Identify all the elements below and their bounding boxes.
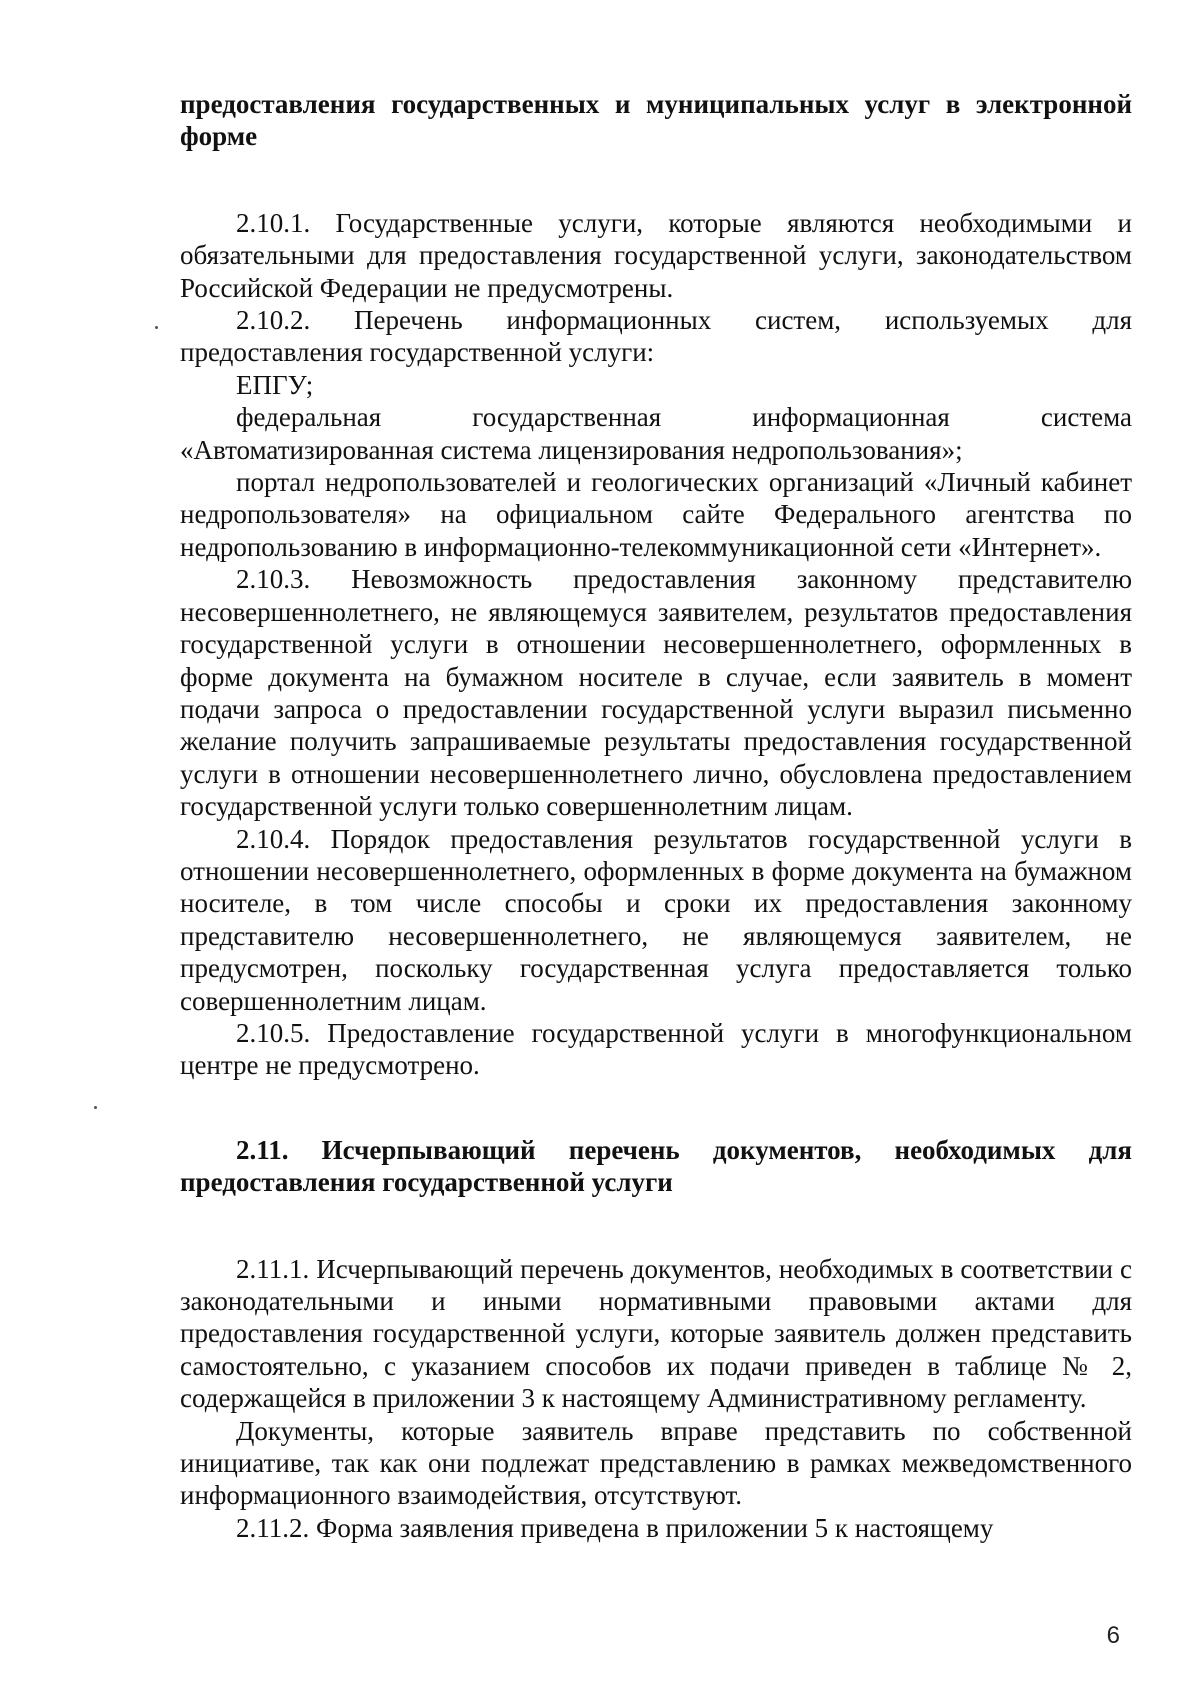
paragraph-2-10-4: 2.10.4. Порядок предоставления результатов государственной услуги в отношении несовершеннолетнего, оформленных в форме документа на бумажном носителе, в том числе способы и сроки их предоставления законному представителю несовершеннолетнего, не являющемуся заявителем, не предусмотрен, поскольку государственная услуга предоставляется только совершеннолетним лицам. <box>180 823 1132 1016</box>
paragraph-2-11-1: 2.11.1. Исчерпывающий перечень документов, необходимых в соответствии с законодательными и иными нормативными правовыми актами для предоставления государственной услуги, которые заявитель должен представить самостоятельно, с указанием способов их подачи приведен в таблице № 2, содержащейся в приложении 3 к настоящему Административному регламенту. <box>180 1253 1132 1414</box>
list-item-subsoil-portal: портал недропользователей и геологических организаций «Личный кабинет недропользователя» на официальном сайте Федерального агентства по недропользованию в информационно-телекоммуникационной сети «Интернет». <box>180 467 1132 562</box>
paragraph-2-10-2: 2.10.2. Перечень информационных систем, используемых для предоставления государственной услуги: <box>180 305 1132 368</box>
paragraph-2-10-3: 2.10.3. Невозможность предоставления законному представителю несовершеннолетнего, не являющемуся заявителем, результатов предоставления государственной услуги в отношении несовершеннолетнего, оформленных в форме документа на бумажном носителе в случае, если заявитель в момент подачи запроса о предоставлении государственной услуги выразил письменно желание получить запрашиваемые результаты предоставления государственной услуги в отношении несовершеннолетнего лично, обусловлена предоставлением государственной услуги только совершеннолетним лицам. <box>180 564 1132 822</box>
paragraph-optional-documents: Документы, которые заявитель вправе представить по собственной инициативе, так как они подлежат представлению в рамках межведомственного информационного взаимодействия, отсутствуют. <box>180 1415 1132 1511</box>
scan-speck <box>94 1106 97 1109</box>
list-item-epgu: ЕПГУ; <box>236 369 314 400</box>
list-item-federal-system: федеральная государственная информационная система «Автоматизированная система лицензирования недропользования»; <box>180 402 1132 465</box>
section-heading-2-11: 2.11. Исчерпывающий перечень документов, необходимых для предоставления государственной услуги <box>180 1134 1132 1198</box>
page-number: 6 <box>1106 1622 1120 1649</box>
paragraph-2-10-5: 2.10.5. Предоставление государственной услуги в многофункциональном центре не предусмотрено. <box>180 1017 1132 1081</box>
paragraph-2-10-1: 2.10.1. Государственные услуги, которые являются необходимыми и обязательными для предоставления государственной услуги, законодательством Российской Федерации не предусмотрены. <box>180 207 1132 303</box>
scan-speck <box>155 326 158 329</box>
section-heading-continued: предоставления государственных и муниципальных услуг в электронной форме <box>180 89 1132 152</box>
paragraph-2-11-2: 2.11.2. Форма заявления приведена в приложении 5 к настоящему <box>236 1512 994 1543</box>
page-content <box>180 88 1132 1544</box>
